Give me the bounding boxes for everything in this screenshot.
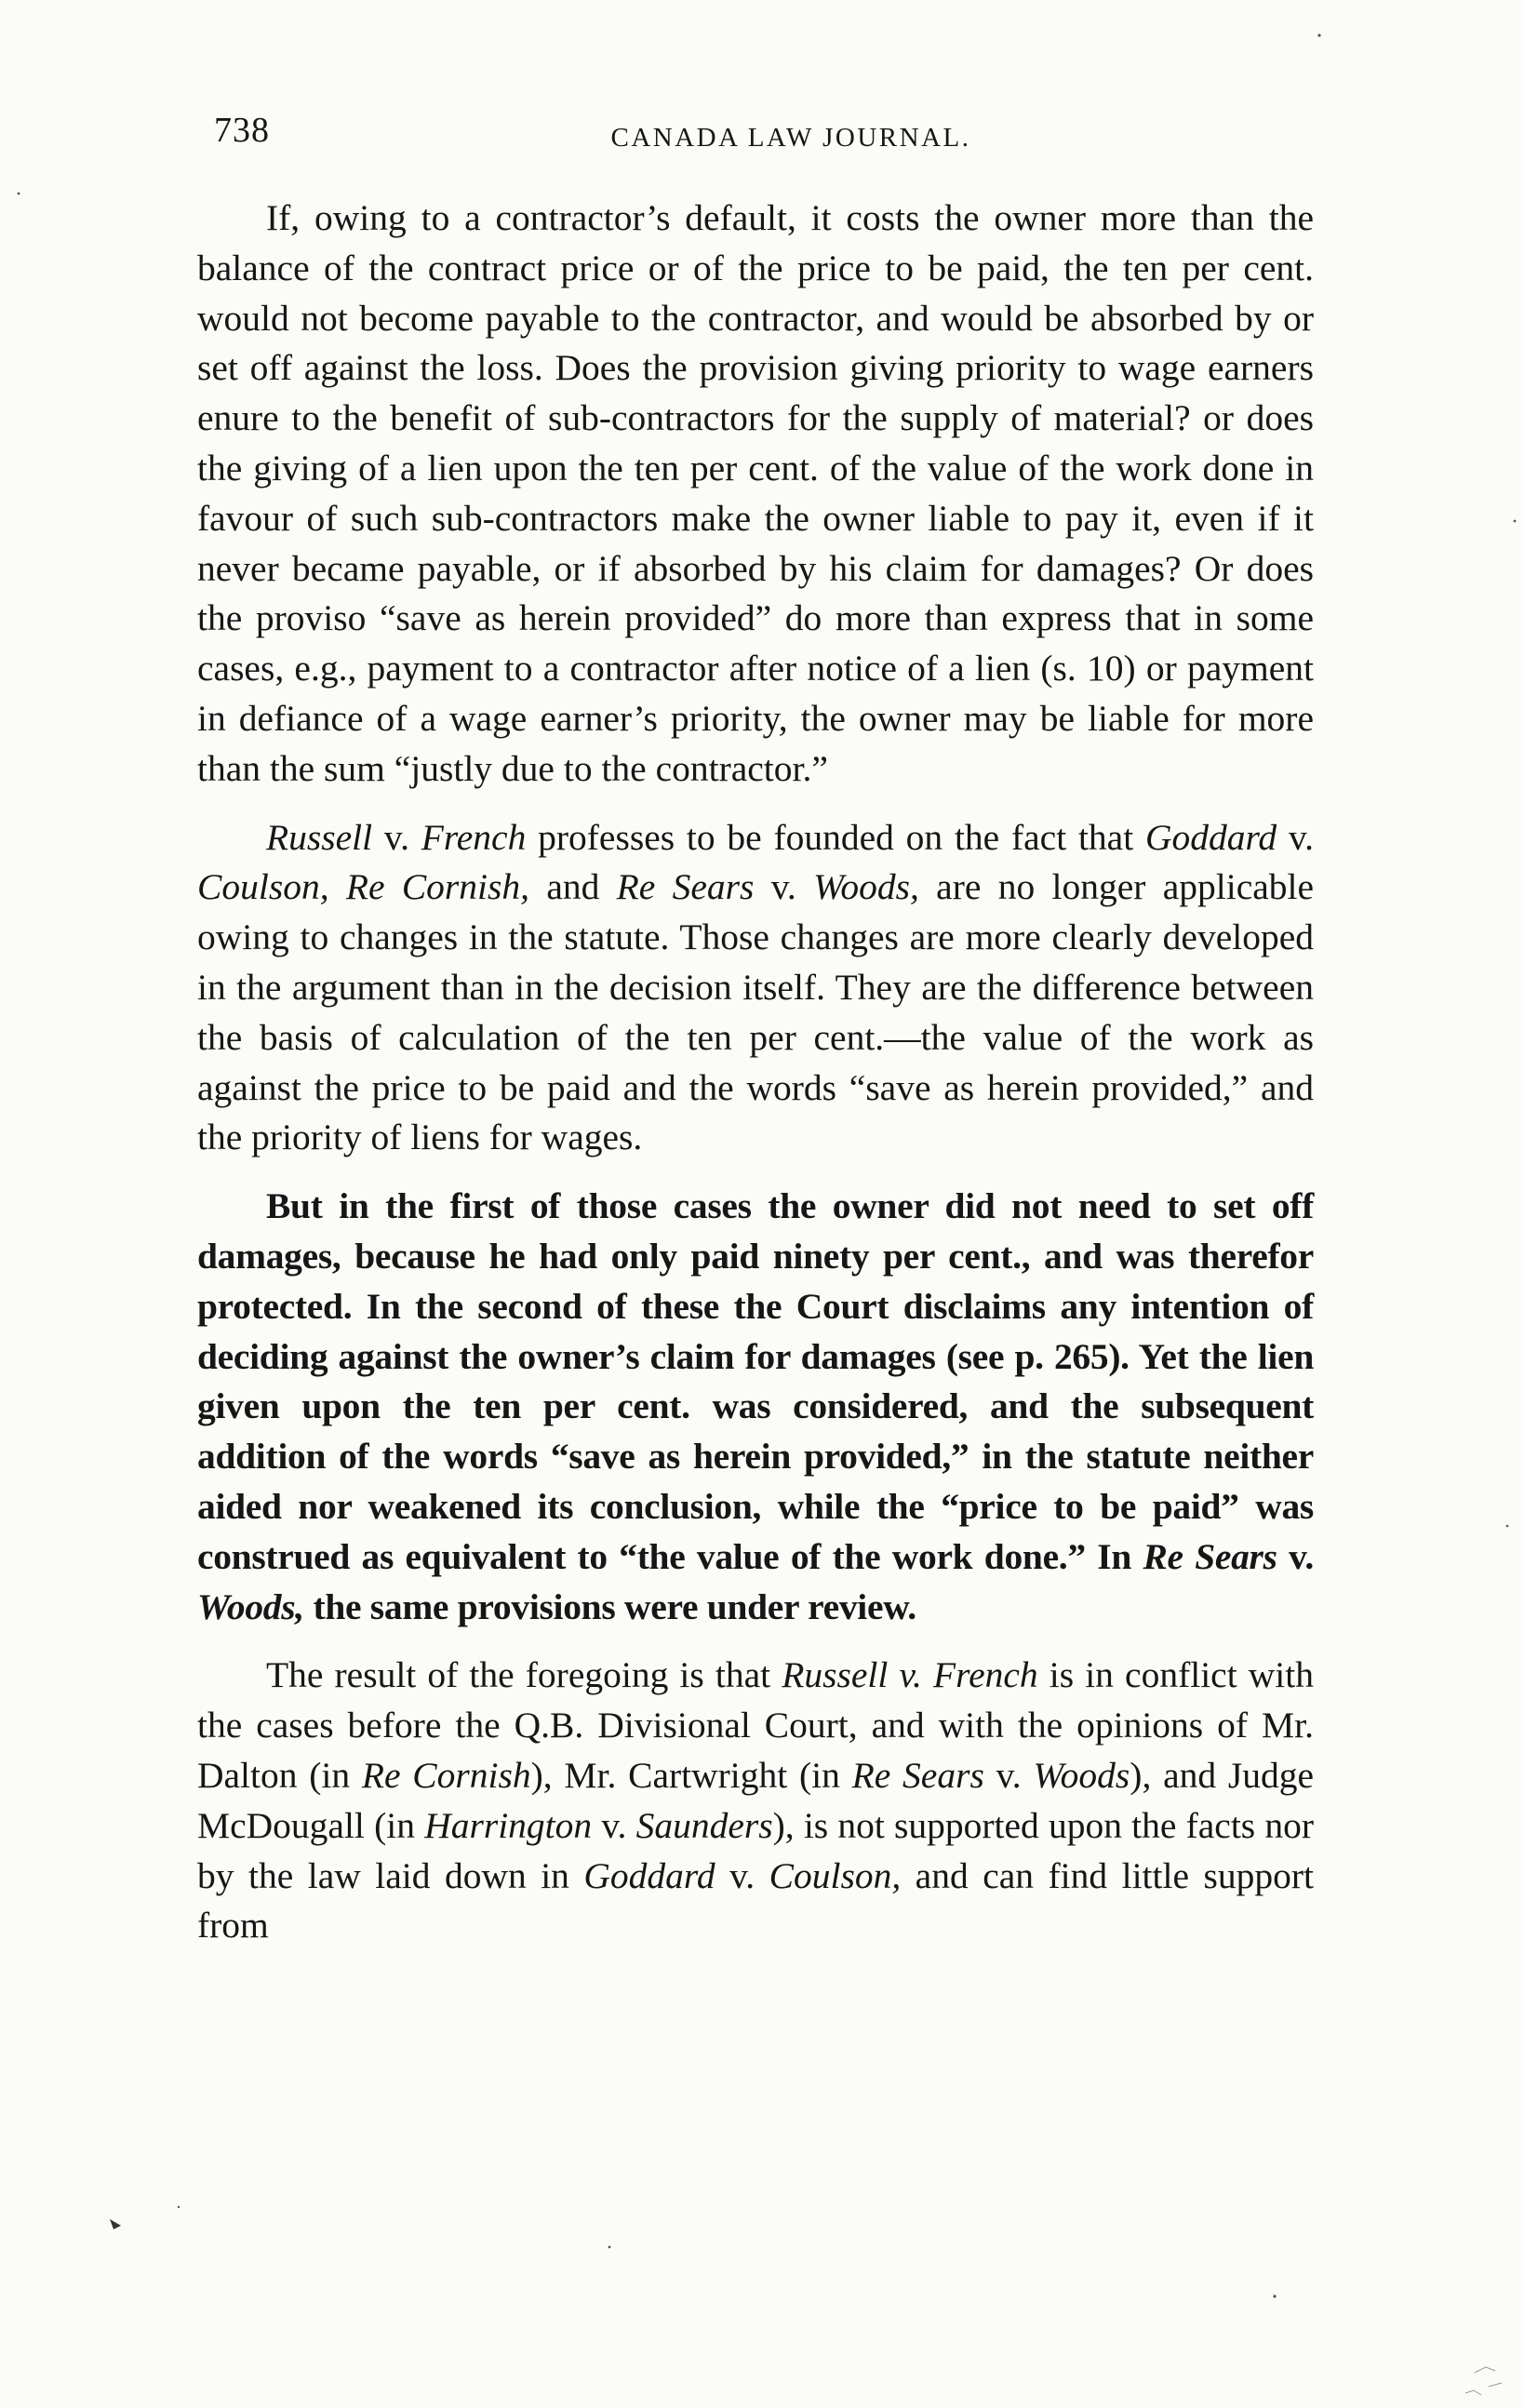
paragraph-3 — [197, 1182, 1314, 1632]
text-run: v. — [715, 1854, 769, 1896]
case-name-italic: French — [421, 816, 527, 858]
case-name-italic: Russell v. French — [782, 1654, 1038, 1696]
text-run: v. — [1277, 816, 1315, 858]
text-run: v. — [592, 1804, 636, 1846]
case-name-italic: Coulson, Re Cornish, — [197, 866, 530, 908]
text-run: v. — [983, 1754, 1034, 1796]
case-name-italic: Re Cornish — [361, 1754, 531, 1796]
page-header — [214, 110, 1312, 166]
text-run: ), is not supported upon the facts nor by the law laid down in — [197, 1804, 1315, 1896]
case-name-italic: Re Sears — [1143, 1535, 1277, 1577]
case-name-italic: Re Sears — [616, 866, 755, 908]
text-run: is in conflict with the cases before the Q.B. Divisional Court, and with the opinions of Mr. Dalton (in — [197, 1654, 1315, 1796]
text-run: the same provisions were under review. — [303, 1585, 916, 1627]
case-name-italic: Harrington — [424, 1804, 593, 1846]
text-run: v. — [1277, 1535, 1314, 1577]
running-head: CANADA LAW JOURNAL. — [610, 123, 971, 153]
case-name-italic: Re Sears — [851, 1754, 984, 1796]
text-run: and can find little support from — [197, 1854, 1314, 1946]
case-name-italic: Woods — [1033, 1754, 1130, 1796]
page-number: 738 — [214, 111, 270, 150]
case-name-italic: Goddard — [583, 1854, 715, 1896]
case-name-italic: Russell — [266, 816, 373, 858]
text-run: If, owing to a contractor’s default, it costs the owner more than the balance of the contract price or of the price to be paid, the ten per cent. would not become payable to the contractor, and would be absorbed by or set off against the loss. Does the provision giving priority to wage earners enure to the benefit of sub-contractors for the supply of material? or does the giving of a lien upon the ten per cent. of the value of the work done in favour of such sub-contractors make the owner liable to pay it, even if it never became payable, or if absorbed by his claim for damages? Or does the proviso “save as herein provided” do more than express that in some cases, e.g., payment to a contractor after notice of a lien (s. 10) or payment in defiance of a wage earner’s priority, the owner may be liable for more than the sum “justly due to the contractor.” — [197, 197, 1314, 789]
text-run: v. — [372, 816, 421, 858]
text-run: But in the first of those cases the owner did not need to set off damages, because he had only paid ninety per cent., and was therefor protected. In the second of these the Court disclaims any intention of deciding against the owner’s claim for damages (see p. 265). Yet the lien given upon the ten per cent. was considered, and the subsequent addition of the words “save as herein provided,” in the statute neither aided nor weakened its conclusion, while the “price to be paid” was construed as equivalent to “the value of the work done.” In — [197, 1185, 1314, 1577]
paragraph-2 — [197, 813, 1314, 1164]
paragraph-1 — [197, 194, 1314, 795]
text-run: and — [529, 866, 617, 908]
text-run: The result of the foregoing is that — [266, 1654, 782, 1696]
text-run: v. — [754, 866, 814, 908]
case-name-italic: Goddard — [1144, 816, 1277, 858]
paragraph-4 — [197, 1651, 1314, 1951]
case-name-italic: Coulson, — [769, 1854, 902, 1896]
case-name-italic: Saunders — [635, 1804, 773, 1846]
body-text — [197, 194, 1314, 1951]
text-run: are no longer applicable owing to changes in the statute. Those changes are more clearly developed in the argument than in the decision itself. They are the difference between the basis of calculation of the ten per cent.—the value of the work as against the price to be paid and the words “save as herein provided,” and the priority of liens for wages. — [197, 866, 1315, 1158]
text-run: ), and Judge McDougall (in — [197, 1754, 1315, 1846]
case-name-italic: Woods, — [197, 1585, 304, 1627]
text-run: professes to be founded on the fact that — [526, 816, 1145, 858]
case-name-italic: Woods, — [813, 866, 919, 908]
text-run: ), Mr. Cartwright (in — [530, 1754, 852, 1796]
